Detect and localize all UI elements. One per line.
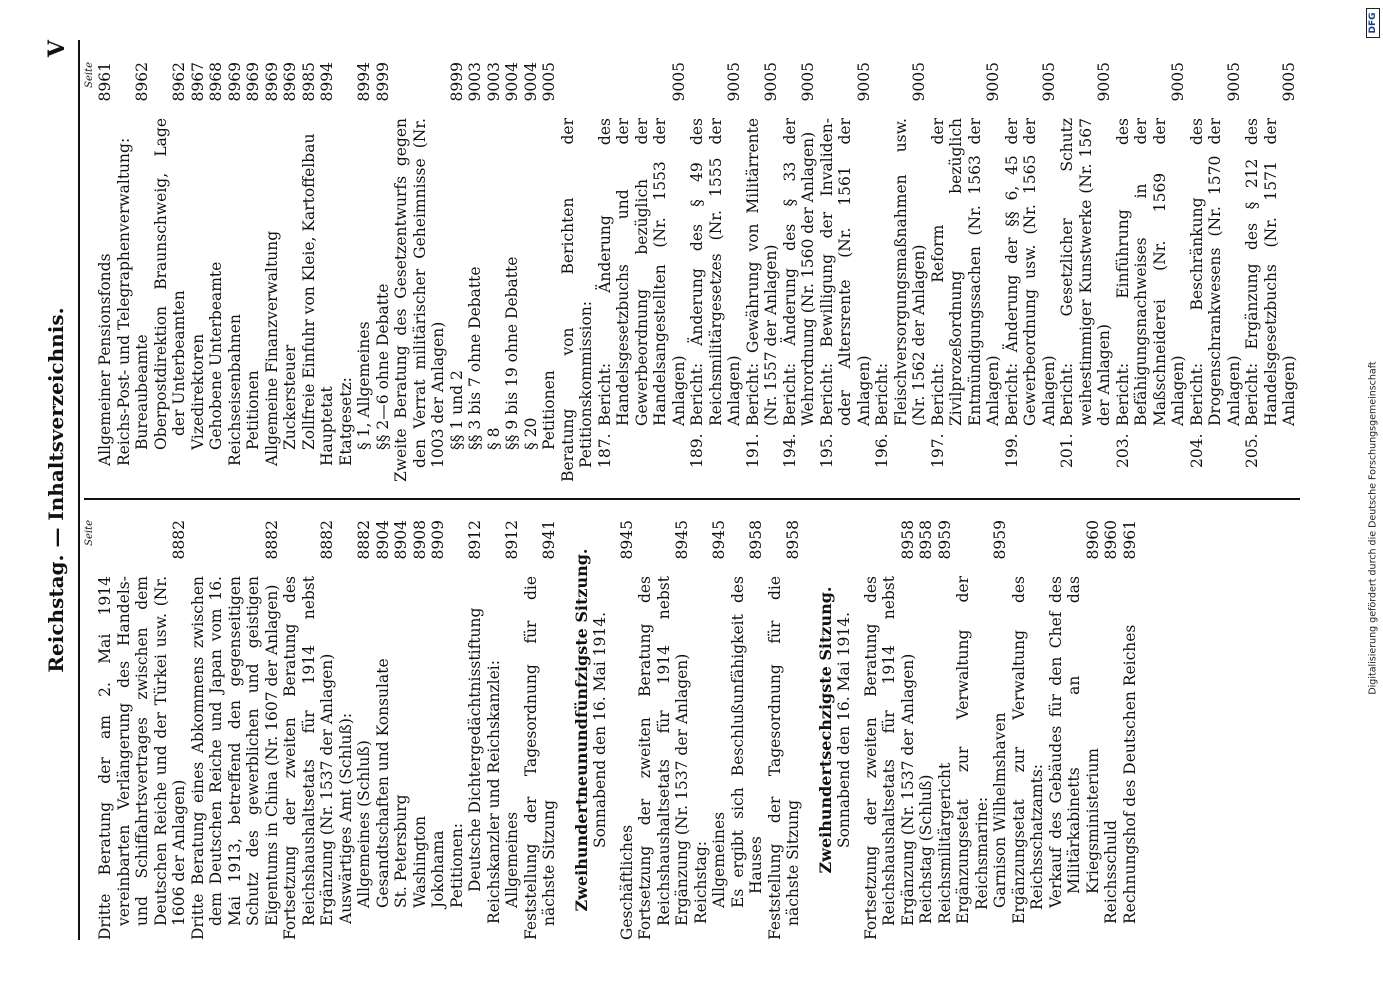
entry-page: 9004	[521, 62, 540, 102]
entry-title: Es ergibt sich Beschlußunfähigkeit des Hauses	[728, 576, 765, 908]
session-heading: Zweihundertneunundfünfzigste Sitzung.	[571, 548, 591, 912]
left-column	[84, 520, 1139, 940]
toc-entry	[936, 520, 955, 940]
session-date: Sonnabend den 16. Mai 1914.	[591, 611, 609, 849]
toc-entry	[189, 520, 282, 940]
entry-title: Reichstag (Schluß)	[917, 774, 935, 924]
toc-entry	[1047, 520, 1103, 940]
entry-title: Garnison Wilhelmshaven	[991, 712, 1009, 908]
toc-entry	[96, 520, 189, 940]
toc-entry	[503, 62, 522, 482]
entry-page: 8961	[1120, 520, 1139, 560]
entry-title: Bericht: Gewährung von Militärrente (Nr. 1557 der Anlagen)	[743, 118, 780, 426]
entry-page: 8958	[898, 520, 917, 560]
entry-number: 199.	[1002, 433, 1021, 468]
entry-title: Allgemeines	[503, 811, 521, 908]
toc-entry	[448, 62, 467, 482]
entry-title: Bureaubeamte	[133, 334, 151, 450]
toc-entry	[263, 62, 282, 482]
entry-title: Reichs-Post- und Telegraphenverwaltung:	[114, 137, 133, 466]
toc-entry	[636, 520, 692, 940]
entry-page: 9005	[854, 62, 873, 102]
toc-entry	[485, 520, 504, 940]
toc-entry	[1243, 62, 1299, 482]
entry-title: Ergänzungsetat zur Verwaltung der Reichsmarine:	[954, 576, 991, 924]
entry-title: Bericht: Bewilligung der Invaliden- oder Altersrente (Nr. 1561 der Anlagen)	[817, 118, 873, 426]
entry-page: 9005	[1224, 62, 1243, 102]
entry-title: Feststellung der Tagesordnung für die nächste Sitzung	[765, 576, 802, 940]
entry-title: Etatgesetz:	[336, 377, 355, 466]
entry-number: 191.	[743, 433, 762, 468]
toc-entry	[503, 520, 522, 940]
entry-page: 8999	[447, 62, 466, 102]
toc-entry	[392, 62, 448, 482]
entry-title: Petitionen:	[447, 823, 466, 908]
toc-entry	[688, 62, 744, 482]
entry-title: Fortsetzung der zweiten Beratung des Reichshaushaltsetats für 1914 nebst Ergänzung (Nr. 1537 der Anlagen)	[281, 576, 336, 940]
funding-note: Digitalisierung gefördert durch die Deutsche Forschungsgemeinschaft	[1367, 361, 1379, 695]
toc-entry	[281, 62, 300, 482]
toc-entry	[337, 62, 356, 482]
entry-page: 8968	[207, 62, 225, 102]
entry-title: Auswärtiges Amt (Schluß):	[336, 712, 355, 924]
toc-entry	[374, 62, 393, 482]
entry-page: 8994	[355, 62, 373, 102]
entry-title: Allgemeines	[710, 811, 728, 908]
entry-title: § 1, Allgemeines	[355, 321, 373, 450]
toc-entry	[744, 62, 781, 482]
toc-entry	[189, 62, 208, 482]
entry-number: 189.	[688, 433, 706, 468]
toc-entry	[318, 62, 337, 482]
entry-page: 8969	[262, 62, 281, 102]
right-column	[84, 62, 1299, 482]
entry-page: 8882	[262, 520, 281, 560]
dfg-logo: DFG	[1366, 8, 1380, 38]
entry-page: 9005	[984, 62, 1002, 102]
toc-entry	[873, 62, 929, 482]
entry-title: Gesandtschaften und Konsulate	[373, 658, 392, 908]
toc-entry	[618, 520, 637, 940]
entry-page: 8882	[355, 520, 373, 560]
entry-page: 9005	[1169, 62, 1187, 102]
entry-title: Dritte Beratung eines Abkommens zwischen dem Deutschen Reiche und Japan vom 16. Mai 1913, betreffend den gegenseitigen Schutz des gewerblichen und geistigen Eigentums in China (Nr. 1607 der Anlagen)	[188, 576, 281, 940]
entry-page: 8994	[318, 62, 336, 102]
entry-page: 8958	[917, 520, 935, 560]
toc-entry	[392, 520, 411, 940]
entry-page: 8908	[410, 520, 429, 560]
toc-entry	[374, 520, 393, 940]
entry-page: 9003	[484, 62, 503, 102]
entry-number: 197.	[928, 433, 947, 468]
toc-entry	[559, 62, 596, 482]
entry-title: Bericht: Reform der Zivilprozeßordnung bezüglich Entmündigungssachen (Nr. 1563 der Anlagen)	[928, 118, 1002, 426]
entry-page: 8969	[281, 62, 299, 102]
toc-entry	[540, 62, 559, 482]
toc-entry	[766, 520, 803, 940]
entry-title: Reichsschuld	[1102, 820, 1120, 924]
toc-entry	[152, 62, 189, 482]
entry-page: 9005	[540, 62, 558, 102]
toc-entry	[818, 62, 874, 482]
entry-title: Bericht: Fleischversorgungsmaßnahmen usw. (Nr. 1562 der Anlagen)	[873, 118, 928, 426]
toc-entry	[1188, 62, 1244, 482]
entry-title: Bericht: Änderung der §§ 6, 45 der Gewerbeordnung usw. (Nr. 1565 der Anlagen)	[1002, 118, 1058, 426]
toc-entry	[355, 62, 374, 482]
toc-entry	[115, 62, 134, 482]
entry-number: 205.	[1243, 433, 1261, 468]
entry-title: Zuckersteuer	[281, 344, 299, 450]
entry-number: 196.	[873, 433, 891, 468]
entry-title: § 8	[484, 427, 503, 450]
entry-page: 8941	[540, 520, 558, 560]
entry-title: Beratung von Berichten der Petitionskommission:	[558, 118, 595, 482]
entry-title: Verkauf des Gebäudes für den Chef des Militärkabinetts an das Kriegsministerium	[1046, 576, 1102, 908]
entry-page: 8967	[188, 62, 207, 102]
entry-page: 8912	[466, 520, 484, 560]
toc-entry	[337, 520, 356, 940]
running-head	[44, 40, 74, 940]
entry-page: 8985	[299, 62, 318, 102]
entry-title: Zweite Beratung des Gesetzentwurfs gegen den Verrat militärischer Geheimnisse (Nr. 1003 der Anlagen)	[392, 118, 447, 482]
entry-page: 8960	[1102, 520, 1120, 560]
toc-entry	[1114, 62, 1188, 482]
entry-page: 8962	[133, 62, 151, 102]
entry-title: Deutsche Dichtergedächtnisstiftung	[466, 607, 484, 892]
entry-page: 9004	[503, 62, 521, 102]
entry-title: Rechnungshof des Deutschen Reiches	[1120, 624, 1139, 924]
entry-page: 8904	[373, 520, 392, 560]
toc-entry	[1121, 520, 1140, 940]
entry-title: Reichstag:	[691, 840, 710, 924]
toc-entry	[596, 62, 689, 482]
entry-page: 8912	[503, 520, 521, 560]
entry-title: St. Petersburg	[392, 794, 410, 908]
entry-title: Dritte Beratung der am 2. Mai 1914 vereinbarten Verlängerung des Handels- und Schiffahrtsvertrages zwischen dem Deutschen Reiche und der Türkei usw. (Nr. 1606 der Anlagen)	[96, 576, 188, 940]
entry-title: Bericht: Beschränkung des Drogenschrankwesens (Nr. 1570 der Anlagen)	[1187, 118, 1243, 426]
entry-title: Reichsmilitärgericht	[935, 762, 954, 924]
entry-title: Vizedirektoren	[188, 333, 207, 450]
entry-page: 9005	[762, 62, 780, 102]
entry-title: §§ 2—6 ohne Debatte	[373, 283, 392, 450]
entry-page: 9005	[669, 62, 688, 102]
toc-entry	[710, 520, 729, 940]
toc-entry	[466, 520, 485, 940]
entry-title: Fortsetzung der zweiten Beratung des Reichshaushaltsetats für 1914 nebst Ergänzung (Nr. 1537 der Anlagen)	[861, 576, 917, 940]
entry-title: Hauptetat	[318, 386, 336, 466]
toc-entry	[466, 62, 485, 482]
entry-page: 8945	[673, 520, 691, 560]
entry-page: 8959	[991, 520, 1009, 560]
entry-title: Bericht: Gesetzlicher Schutz weihestimmiger Kunstwerke (Nr. 1567 der Anlagen)	[1058, 118, 1113, 426]
entry-page: 8961	[96, 62, 114, 102]
entry-page: 8999	[373, 62, 392, 102]
toc-entry	[448, 520, 467, 940]
toc-entry	[485, 62, 504, 482]
digitization-strip	[1366, 8, 1380, 992]
entry-page: 8882	[318, 520, 336, 560]
toc-entry	[281, 520, 337, 940]
toc-entry	[1058, 62, 1114, 482]
entry-title: § 20	[521, 417, 540, 450]
entry-title: Feststellung der Tagesordnung für die nächste Sitzung	[521, 576, 558, 940]
entry-page: 8962	[170, 62, 188, 102]
entry-page: 8945	[710, 520, 728, 560]
header-rule	[78, 40, 80, 940]
entry-title: Washington	[410, 815, 429, 908]
column-divider	[84, 498, 1300, 500]
toc-entry	[929, 62, 1003, 482]
toc-entry	[781, 62, 818, 482]
entry-page: 8969	[244, 62, 262, 102]
toc-entry	[522, 62, 541, 482]
entry-title: §§ 9 bis 19 ohne Debatte	[503, 256, 521, 450]
toc-entry	[1003, 62, 1059, 482]
toc-entry	[692, 520, 711, 940]
toc-entry	[207, 62, 226, 482]
entry-title: Petitionen	[244, 370, 262, 450]
entry-title: Reichskanzler und Reichskanzlei:	[484, 660, 503, 924]
running-head-title: Reichstag. — Inhaltsverzeichnis.	[44, 307, 68, 673]
entry-title: §§ 3 bis 7 ohne Debatte	[466, 266, 484, 450]
toc-entry	[729, 520, 766, 940]
entry-title: Jokohama	[429, 830, 447, 908]
entry-title: Petitionen	[540, 370, 558, 450]
entry-title: Bericht: Änderung des Handelsgesetzbuchs und der Gewerbeordnung bezüglich der Handelsangestellten (Nr. 1553 der Anlagen)	[595, 118, 688, 426]
entry-title: Fortsetzung der zweiten Beratung des Reichshaushaltsetats für 1914 nebst Ergänzung (Nr. 1537 der Anlagen)	[636, 576, 691, 940]
session-heading: Zweihundertsechzigste Sitzung.	[815, 586, 835, 874]
entry-page: 9003	[466, 62, 484, 102]
entry-page: 8958	[747, 520, 765, 560]
entry-page: 9005	[725, 62, 743, 102]
entry-title: Allgemeine Finanzverwaltung	[262, 230, 281, 466]
entry-page: 8969	[225, 62, 244, 102]
toc-entry	[244, 62, 263, 482]
toc-entry	[991, 520, 1010, 940]
entry-title: Allgemeines (Schluß)	[355, 740, 373, 908]
entry-title: Bericht: Änderung des § 49 des Reichsmilitärgesetzes (Nr. 1555 der Anlagen)	[688, 118, 743, 426]
page-number: V	[44, 40, 70, 58]
entry-page: 8958	[784, 520, 802, 560]
entry-title: Geschäftliches	[617, 824, 636, 940]
entry-page: 9005	[799, 62, 817, 102]
entry-title: §§ 1 und 2	[447, 370, 466, 450]
toc-entry	[954, 520, 991, 940]
entry-page: 9005	[1280, 62, 1298, 102]
toc-entry	[1010, 520, 1047, 940]
entry-title: Ergänzungsetat zur Verwaltung des Reichsschatzamts:	[1009, 576, 1046, 924]
entry-title: Bericht: Einführung des Befähigungsnachweises in der Maßschneiderei (Nr. 1569 der Anlagen)	[1113, 118, 1187, 426]
toc-entry	[411, 520, 430, 940]
entry-number: 194.	[780, 433, 799, 468]
entry-title: Bericht: Ergänzung des § 212 des Handelsgesetzbuchs (Nr. 1571 der Anlagen)	[1243, 118, 1298, 426]
entry-title: Oberpostdirektion Braunschweig, Lage der Unterbeamten	[151, 118, 188, 450]
entry-number: 203.	[1113, 433, 1132, 468]
seite-label: Seite	[84, 520, 95, 546]
entry-page: 9005	[910, 62, 928, 102]
toc-entry	[522, 520, 559, 940]
entry-title: Zollfreie Einfuhr von Kleie, Kartoffelbau	[299, 133, 318, 450]
entry-title: Gehobene Unterbeamte	[207, 261, 225, 450]
toc-entry	[300, 62, 319, 482]
toc-entry	[96, 62, 115, 482]
entry-title: Reichseisenbahnen	[225, 314, 244, 466]
entry-number: 187.	[595, 433, 614, 468]
toc-entry	[226, 62, 245, 482]
entry-number: 201.	[1058, 433, 1076, 468]
entry-page: 8945	[617, 520, 636, 560]
seite-label: Seite	[84, 62, 95, 88]
entry-page: 9005	[1039, 62, 1058, 102]
entry-page: 8882	[170, 520, 188, 560]
toc-entry	[1102, 520, 1121, 940]
toc-entry	[355, 520, 374, 940]
entry-page: 8909	[429, 520, 447, 560]
toc-entry	[429, 520, 448, 940]
entry-title: Allgemeiner Pensionsfonds	[96, 253, 114, 466]
toc-entry	[133, 62, 152, 482]
entry-number: 204.	[1187, 433, 1206, 468]
session-date: Sonnabend den 16. Mai 1914.	[835, 611, 853, 849]
entry-number: 195.	[817, 433, 836, 468]
toc-entry	[862, 520, 918, 940]
toc-entry	[917, 520, 936, 940]
entry-page: 8959	[935, 520, 954, 560]
entry-page: 9005	[1095, 62, 1113, 102]
entry-title: Bericht: Änderung des § 33 der Wehrordnung (Nr. 1560 der Anlagen)	[780, 118, 817, 426]
entry-page: 8904	[392, 520, 410, 560]
entry-page: 8960	[1083, 520, 1102, 560]
